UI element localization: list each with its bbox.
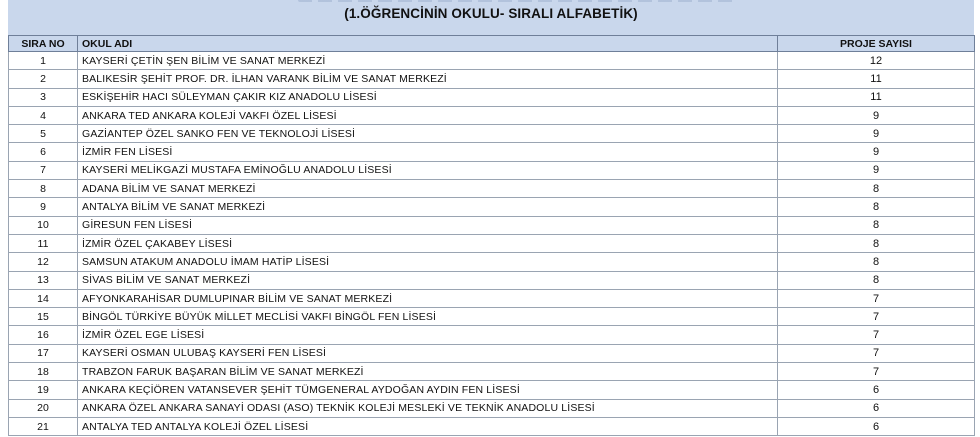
row-number-cell: 1 bbox=[9, 52, 78, 70]
project-count-cell: 8 bbox=[778, 198, 975, 216]
school-name-cell: İZMİR ÖZEL EGE LİSESİ bbox=[78, 326, 778, 344]
table-row bbox=[9, 363, 975, 381]
school-name-cell: GİRESUN FEN LİSESİ bbox=[78, 216, 778, 234]
school-name-cell: ESKİŞEHİR HACI SÜLEYMAN ÇAKIR KIZ ANADOLU LİSESİ bbox=[78, 88, 778, 106]
table-row bbox=[9, 70, 975, 88]
school-name-cell: BALIKESİR ŞEHİT PROF. DR. İLHAN VARANK BİLİM VE SANAT MERKEZİ bbox=[78, 70, 778, 88]
project-count-cell: 9 bbox=[778, 143, 975, 161]
project-count-cell: 12 bbox=[778, 52, 975, 70]
school-name-cell: ANKARA ÖZEL ANKARA SANAYİ ODASI (ASO) TEKNİK KOLEJİ MESLEKİ VE TEKNİK ANADOLU LİSESİ bbox=[78, 399, 778, 417]
row-number-cell: 14 bbox=[9, 289, 78, 307]
table-row bbox=[9, 180, 975, 198]
school-name-cell: BİNGÖL TÜRKİYE BÜYÜK MİLLET MECLİSİ VAKFI BİNGÖL FEN LİSESİ bbox=[78, 308, 778, 326]
table-header-row bbox=[9, 36, 975, 52]
school-name-cell: İZMİR FEN LİSESİ bbox=[78, 143, 778, 161]
row-number-cell: 4 bbox=[9, 106, 78, 124]
school-name-cell: KAYSERİ MELİKGAZİ MUSTAFA EMİNOĞLU ANADOLU LİSESİ bbox=[78, 161, 778, 179]
project-count-cell: 8 bbox=[778, 234, 975, 252]
project-count-cell: 9 bbox=[778, 161, 975, 179]
project-count-cell: 6 bbox=[778, 381, 975, 399]
school-name-cell: ANKARA TED ANKARA KOLEJİ VAKFI ÖZEL LİSESİ bbox=[78, 106, 778, 124]
school-name-cell: ANTALYA TED ANTALYA KOLEJİ ÖZEL LİSESİ bbox=[78, 417, 778, 435]
school-name-cell: ANKARA KEÇİÖREN VATANSEVER ŞEHİT TÜMGENERAL AYDOĞAN AYDIN FEN LİSESİ bbox=[78, 381, 778, 399]
row-number-cell: 5 bbox=[9, 125, 78, 143]
table-row bbox=[9, 271, 975, 289]
school-name-cell: İZMİR ÖZEL ÇAKABEY LİSESİ bbox=[78, 234, 778, 252]
row-number-cell: 10 bbox=[9, 216, 78, 234]
project-count-cell: 8 bbox=[778, 216, 975, 234]
row-number-cell: 17 bbox=[9, 344, 78, 362]
project-count-cell: 7 bbox=[778, 308, 975, 326]
school-name-cell: TRABZON FARUK BAŞARAN BİLİM VE SANAT MERKEZİ bbox=[78, 363, 778, 381]
row-number-cell: 7 bbox=[9, 161, 78, 179]
row-number-cell: 19 bbox=[9, 381, 78, 399]
row-number-cell: 16 bbox=[9, 326, 78, 344]
table-row bbox=[9, 253, 975, 271]
project-count-cell: 11 bbox=[778, 70, 975, 88]
column-header-proje-sayisi: PROJE SAYISI bbox=[778, 36, 975, 52]
project-count-cell: 7 bbox=[778, 326, 975, 344]
row-number-cell: 18 bbox=[9, 363, 78, 381]
row-number-cell: 3 bbox=[9, 88, 78, 106]
table-row bbox=[9, 326, 975, 344]
table-row bbox=[9, 234, 975, 252]
table-row bbox=[9, 344, 975, 362]
row-number-cell: 21 bbox=[9, 417, 78, 435]
project-count-cell: 6 bbox=[778, 399, 975, 417]
row-number-cell: 15 bbox=[9, 308, 78, 326]
table-row bbox=[9, 125, 975, 143]
school-name-cell: GAZİANTEP ÖZEL SANKO FEN VE TEKNOLOJİ LİSESİ bbox=[78, 125, 778, 143]
table-row bbox=[9, 52, 975, 70]
row-number-cell: 20 bbox=[9, 399, 78, 417]
project-count-cell: 7 bbox=[778, 289, 975, 307]
row-number-cell: 12 bbox=[9, 253, 78, 271]
row-number-cell: 6 bbox=[9, 143, 78, 161]
school-name-cell: SAMSUN ATAKUM ANADOLU İMAM HATİP LİSESİ bbox=[78, 253, 778, 271]
school-name-cell: ADANA BİLİM VE SANAT MERKEZİ bbox=[78, 180, 778, 198]
cropped-title-text bbox=[298, 0, 738, 2]
table-row bbox=[9, 161, 975, 179]
table-row bbox=[9, 399, 975, 417]
table-row bbox=[9, 106, 975, 124]
table-row bbox=[9, 198, 975, 216]
project-count-cell: 11 bbox=[778, 88, 975, 106]
project-count-cell: 7 bbox=[778, 363, 975, 381]
table-row bbox=[9, 88, 975, 106]
row-number-cell: 8 bbox=[9, 180, 78, 198]
project-count-cell: 7 bbox=[778, 344, 975, 362]
column-header-okul-adi: OKUL ADI bbox=[78, 36, 778, 52]
project-count-cell: 8 bbox=[778, 271, 975, 289]
school-name-cell: ANTALYA BİLİM VE SANAT MERKEZİ bbox=[78, 198, 778, 216]
school-name-cell: SİVAS BİLİM VE SANAT MERKEZİ bbox=[78, 271, 778, 289]
school-name-cell: AFYONKARAHİSAR DUMLUPINAR BİLİM VE SANAT MERKEZİ bbox=[78, 289, 778, 307]
table-row bbox=[9, 417, 975, 435]
table-row bbox=[9, 381, 975, 399]
project-count-cell: 8 bbox=[778, 180, 975, 198]
table-row bbox=[9, 143, 975, 161]
school-name-cell: KAYSERİ OSMAN ULUBAŞ KAYSERİ FEN LİSESİ bbox=[78, 344, 778, 362]
project-count-cell: 9 bbox=[778, 125, 975, 143]
row-number-cell: 11 bbox=[9, 234, 78, 252]
table-body bbox=[9, 52, 975, 436]
row-number-cell: 13 bbox=[9, 271, 78, 289]
row-number-cell: 2 bbox=[9, 70, 78, 88]
title-band bbox=[8, 0, 974, 36]
project-count-cell: 9 bbox=[778, 106, 975, 124]
table-row bbox=[9, 216, 975, 234]
project-count-cell: 6 bbox=[778, 417, 975, 435]
project-count-cell: 8 bbox=[778, 253, 975, 271]
table-row bbox=[9, 308, 975, 326]
table-subtitle: (1.ÖĞRENCİNİN OKULU- SIRALI ALFABETİK) bbox=[344, 6, 638, 21]
school-name-cell: KAYSERİ ÇETİN ŞEN BİLİM VE SANAT MERKEZİ bbox=[78, 52, 778, 70]
column-header-sira-no: SIRA NO bbox=[9, 36, 78, 52]
table-row bbox=[9, 289, 975, 307]
row-number-cell: 9 bbox=[9, 198, 78, 216]
school-projects-table bbox=[8, 35, 975, 436]
